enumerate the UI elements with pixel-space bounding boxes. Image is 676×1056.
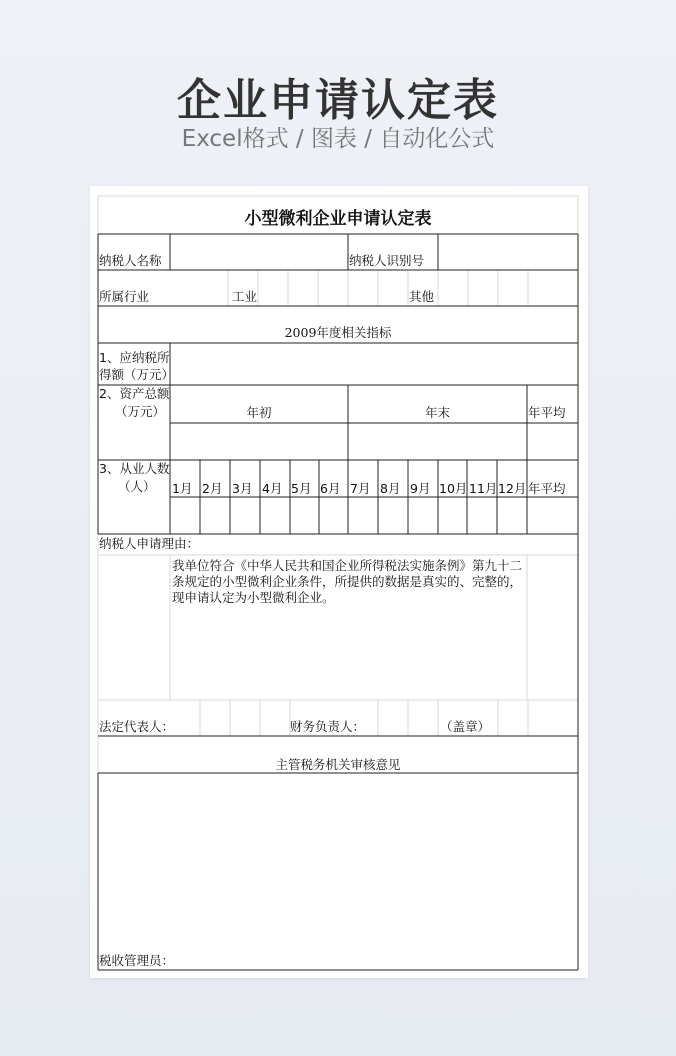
indicators-title: 2009年度相关指标 (284, 325, 392, 340)
month-6: 6月 (320, 481, 341, 496)
legal-rep-label: 法定代表人： (99, 719, 175, 734)
form-title: 小型微利企业申请认定表 (244, 209, 432, 229)
form-paper (90, 186, 588, 978)
assets-year-begin-header: 年初 (246, 405, 272, 420)
month-9: 9月 (410, 481, 431, 496)
month-10: 10月 (439, 481, 468, 496)
taxpayer-id-field[interactable] (439, 236, 577, 269)
finance-label: 财务负责人： (290, 719, 366, 734)
income-label-line1: 1、应纳税所 (99, 350, 170, 365)
month-12: 12月 (498, 481, 527, 496)
assets-year-end-header: 年末 (424, 405, 450, 420)
employees-year-avg-header: 年平均 (528, 481, 566, 496)
taxpayer-name-label: 纳税人名称 (99, 253, 162, 268)
employees-label-line2: （人） (118, 479, 156, 494)
month-4: 4月 (262, 481, 283, 496)
assets-label-line1: 2、资产总额 (99, 386, 170, 401)
review-opinion-field[interactable] (99, 774, 577, 944)
assets-year-avg-field[interactable] (528, 424, 577, 459)
month-3: 3月 (232, 481, 253, 496)
assets-label-line2: （万元） (115, 404, 166, 419)
taxpayer-name-field[interactable] (171, 236, 347, 269)
taxpayer-id-label: 纳税人识别号 (349, 253, 425, 268)
income-label-line2: 得额（万元） (99, 367, 175, 382)
month-7: 7月 (350, 481, 371, 496)
page-header-title: 企业申请认定表 (177, 75, 499, 126)
industry-option-other[interactable]: 其他 (409, 289, 435, 304)
employees-label-line1: 3、从业人数 (99, 461, 170, 476)
reason-text: 我单位符合《中华人民共和国企业所得税法实施条例》第九十二条规定的小型微利企业条件，所提供的数据是真实的、完整的，现申请认定为小型微利企业。 (172, 558, 523, 605)
month-5: 5月 (291, 481, 312, 496)
assets-year-begin-field[interactable] (171, 424, 347, 459)
month-2: 2月 (202, 481, 223, 496)
industry-option-industrial[interactable]: 工业 (232, 289, 258, 304)
reason-label: 纳税人申请理由： (99, 536, 200, 551)
application-form (90, 186, 588, 978)
industry-label: 所属行业 (99, 289, 150, 304)
assets-year-avg-header: 年平均 (528, 405, 566, 420)
page-header-subtitle: Excel格式 / 图表 / 自动化公式 (181, 126, 495, 152)
month-8: 8月 (380, 481, 401, 496)
review-title: 主管税务机关审核意见 (275, 757, 401, 772)
month-1: 1月 (172, 481, 193, 496)
tax-officer-label: 税收管理员： (99, 953, 175, 968)
income-value-field[interactable] (171, 344, 577, 384)
seal-label: （盖章） (440, 719, 491, 734)
month-11: 11月 (469, 481, 498, 496)
assets-year-end-field[interactable] (349, 424, 526, 459)
